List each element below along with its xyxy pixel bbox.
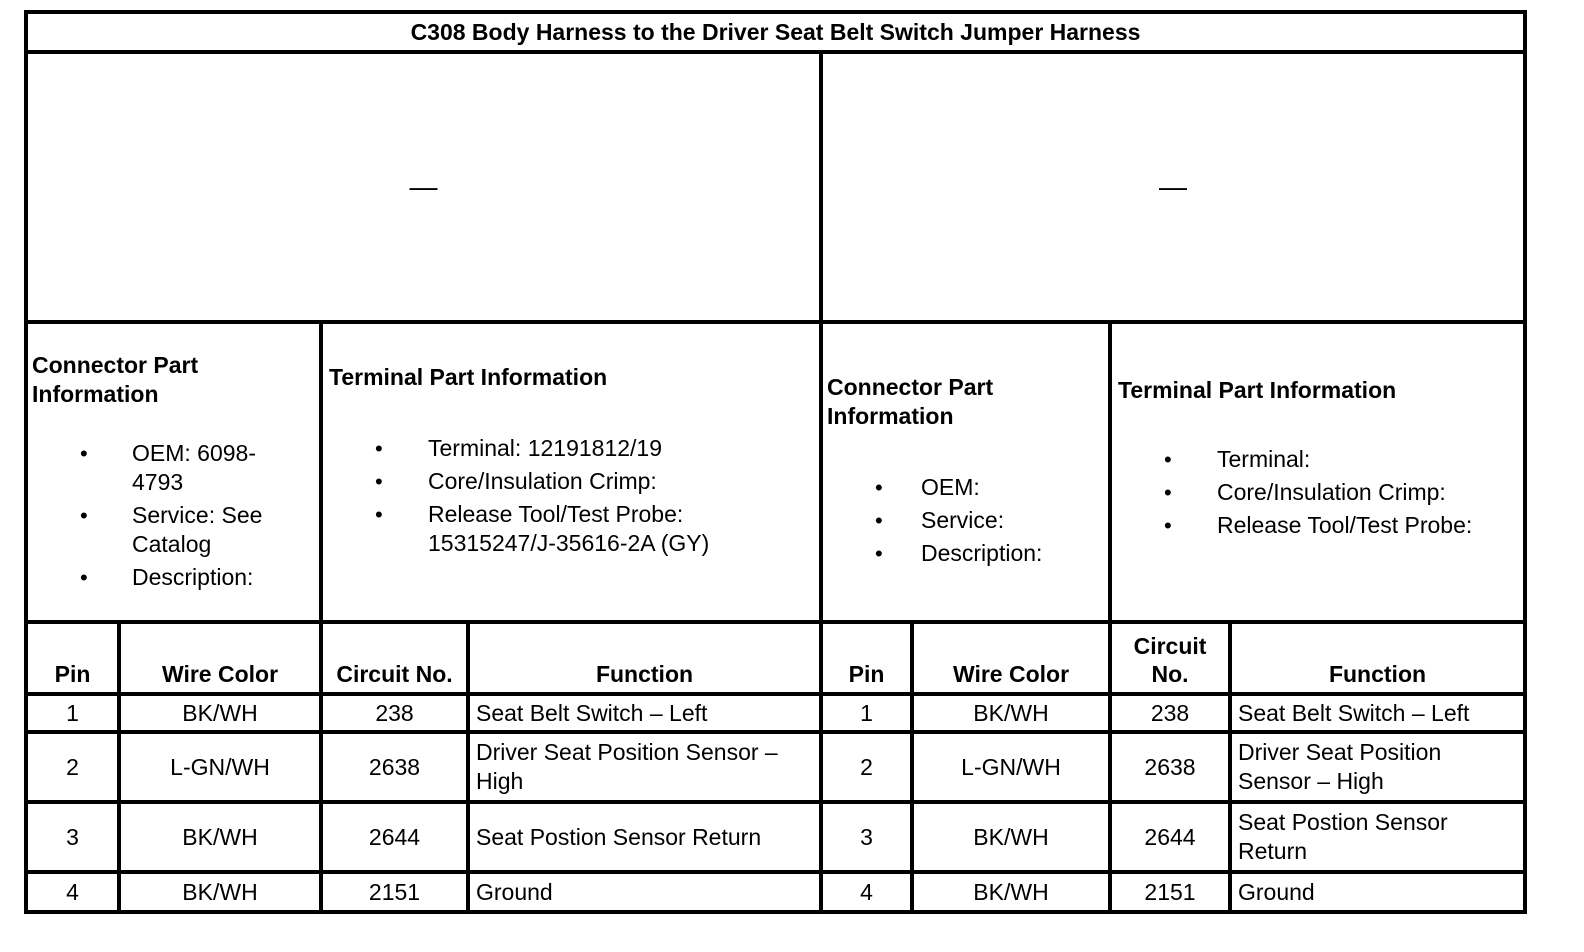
circuit-cell: 2644 bbox=[1110, 802, 1230, 872]
column-header-function: Function bbox=[468, 622, 821, 694]
table-row bbox=[26, 802, 1525, 872]
circuit-cell: 2638 bbox=[1110, 732, 1230, 802]
list-item: • Terminal: bbox=[1164, 446, 1311, 472]
list-item: • Service: bbox=[875, 506, 1005, 533]
function-cell: Driver Seat Position Sensor – High bbox=[468, 732, 821, 802]
column-header-circuit: Circuit No. bbox=[321, 622, 468, 694]
list-item: • Service: See Catalog bbox=[80, 501, 263, 557]
table-row bbox=[26, 694, 1525, 732]
circuit-cell: 238 bbox=[1110, 694, 1230, 732]
circuit-cell: 2151 bbox=[321, 872, 468, 912]
left-connector-image-placeholder: — bbox=[26, 52, 821, 322]
left-terminal-heading: Terminal Part Information bbox=[329, 363, 608, 390]
list-item: • Core/Insulation Crimp: bbox=[1164, 479, 1446, 505]
function-cell: Seat Postion Sensor Return bbox=[1230, 802, 1525, 872]
list-item: • OEM: 6098- 4793 bbox=[80, 439, 256, 495]
list-item: • OEM: bbox=[875, 473, 980, 500]
table-row bbox=[26, 872, 1525, 912]
circuit-cell: 2638 bbox=[321, 732, 468, 802]
column-header-pin: Pin bbox=[26, 622, 119, 694]
function-cell: Ground bbox=[1230, 872, 1525, 912]
right-terminal-part-info bbox=[1110, 322, 1525, 622]
function-cell: Driver Seat Position Sensor – High bbox=[1230, 732, 1525, 802]
connector-table bbox=[24, 10, 1527, 914]
pin-cell: 1 bbox=[821, 694, 912, 732]
pin-cell: 4 bbox=[26, 872, 119, 912]
table-title: C308 Body Harness to the Driver Seat Belt Switch Jumper Harness bbox=[26, 12, 1525, 52]
right-terminal-heading: Terminal Part Information bbox=[1118, 377, 1397, 403]
list-item: • Terminal: 12191812/19 bbox=[375, 434, 662, 461]
connector-end-view-sheet bbox=[24, 10, 1523, 915]
list-item: • Release Tool/Test Probe: 15315247/J-35616-2A (GY) bbox=[375, 500, 710, 556]
wire-color-cell: BK/WH bbox=[119, 694, 321, 732]
wire-color-cell: BK/WH bbox=[119, 802, 321, 872]
table-row bbox=[26, 732, 1525, 802]
list-item: • Description: bbox=[80, 563, 254, 590]
wire-color-cell: BK/WH bbox=[912, 872, 1110, 912]
list-item: • Release Tool/Test Probe: bbox=[1164, 512, 1473, 538]
column-header-circuit: Circuit No. bbox=[1110, 622, 1230, 694]
pin-cell: 2 bbox=[26, 732, 119, 802]
pin-cell: 3 bbox=[821, 802, 912, 872]
column-header-wire-color: Wire Color bbox=[912, 622, 1110, 694]
function-cell: Seat Belt Switch – Left bbox=[468, 694, 821, 732]
right-connector-heading: Connector Part Information bbox=[827, 373, 994, 429]
circuit-cell: 2644 bbox=[321, 802, 468, 872]
wire-color-cell: BK/WH bbox=[912, 694, 1110, 732]
left-connector-heading: Connector Part Information bbox=[32, 351, 199, 407]
column-header-wire-color: Wire Color bbox=[119, 622, 321, 694]
function-cell: Seat Belt Switch – Left bbox=[1230, 694, 1525, 732]
wire-color-cell: BK/WH bbox=[912, 802, 1110, 872]
left-connector-part-info bbox=[26, 322, 321, 622]
column-header-pin: Pin bbox=[821, 622, 912, 694]
list-item: • Core/Insulation Crimp: bbox=[375, 467, 657, 494]
wire-color-cell: L-GN/WH bbox=[912, 732, 1110, 802]
column-header-function: Function bbox=[1230, 622, 1525, 694]
function-cell: Seat Postion Sensor Return bbox=[468, 802, 821, 872]
pin-cell: 3 bbox=[26, 802, 119, 872]
table-header-row bbox=[26, 622, 1525, 694]
left-terminal-part-info bbox=[321, 322, 821, 622]
list-item: • Description: bbox=[875, 539, 1043, 566]
right-connector-part-info bbox=[821, 322, 1110, 622]
function-cell: Ground bbox=[468, 872, 821, 912]
wire-color-cell: L-GN/WH bbox=[119, 732, 321, 802]
pin-cell: 4 bbox=[821, 872, 912, 912]
pin-cell: 1 bbox=[26, 694, 119, 732]
wire-color-cell: BK/WH bbox=[119, 872, 321, 912]
pin-cell: 2 bbox=[821, 732, 912, 802]
circuit-cell: 2151 bbox=[1110, 872, 1230, 912]
right-connector-image-placeholder: — bbox=[821, 52, 1525, 322]
circuit-cell: 238 bbox=[321, 694, 468, 732]
